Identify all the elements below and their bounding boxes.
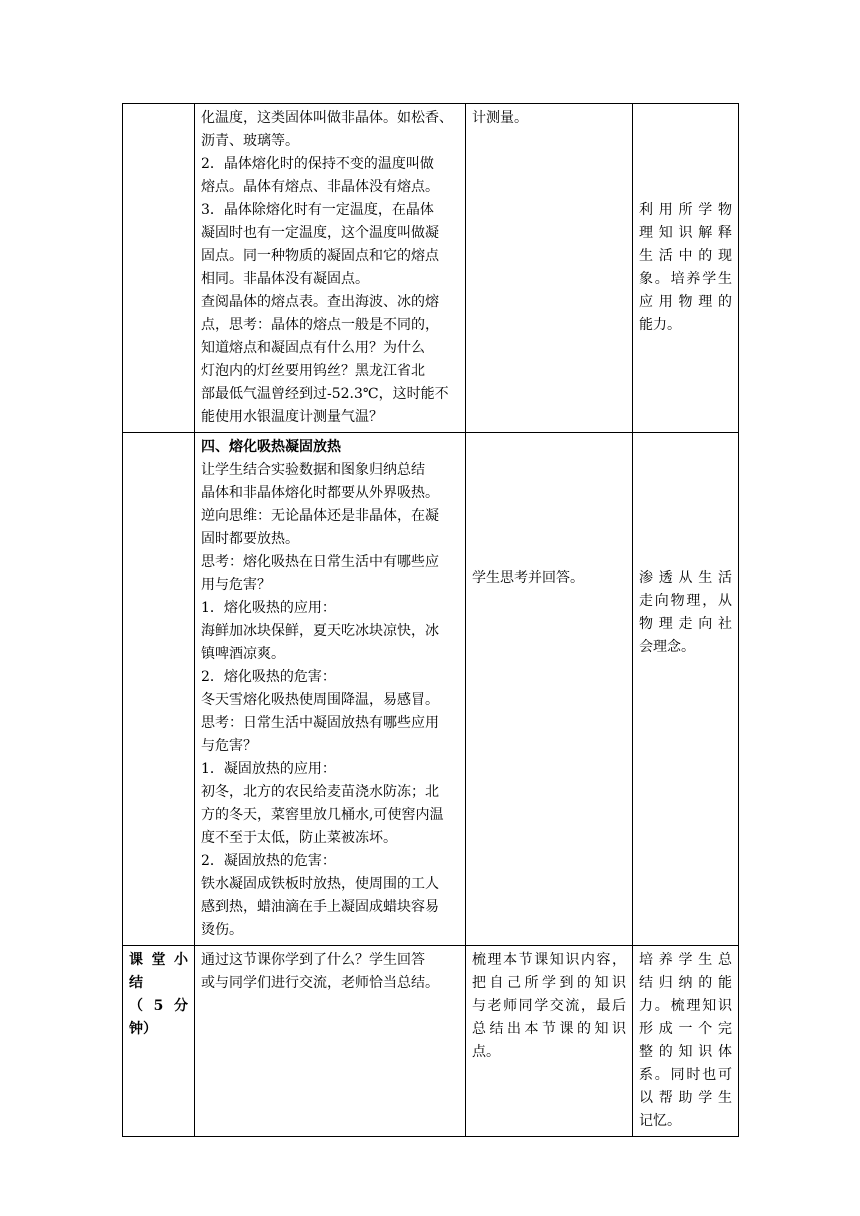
text-line: 镇啤酒凉爽。 — [201, 646, 285, 662]
text-line: 走向物理，从 — [639, 593, 732, 609]
text-line: 结 — [129, 975, 143, 991]
text-line: 计测量。 — [472, 110, 528, 126]
text-line: 冬天雪熔化吸热使周围降温，易感冒。 — [201, 692, 439, 708]
text-line: 查阅晶体的熔点表。查出海波、冰的熔 — [201, 294, 439, 310]
design-purpose-cell — [633, 104, 739, 433]
text-line: 固时都要放热。 — [201, 531, 299, 547]
text-line: 记忆。 — [639, 1113, 681, 1129]
text-line: 感到热，蜡油滴在手上凝固成蜡块容易 — [201, 899, 439, 915]
text-line: 让学生结合实验数据和图象归纳总结 — [201, 462, 425, 478]
text-line: 系。同时也可 — [639, 1067, 732, 1083]
text-line: 海鲜加冰块保鲜，夏天吃冰块凉快，冰 — [201, 623, 439, 639]
text-line: 2．凝固放热的危害： — [201, 853, 336, 869]
text-line: 通过这节课你学到了什么？学生回答 — [201, 952, 425, 968]
text-line: 力。梳理知识 — [639, 998, 732, 1014]
text-line: 化温度，这类固体叫做非晶体。如松香、 — [201, 110, 453, 126]
text-line: 会理念。 — [639, 639, 695, 655]
text-line: 钟） — [129, 1021, 157, 1037]
text-line: 点，思考：晶体的熔点一般是不同的， — [201, 317, 439, 333]
design-purpose-cell — [633, 946, 739, 1137]
text-line: 方的冬天，菜窖里放几桶水,可使窖内温 — [201, 807, 444, 823]
text-line: 灯泡内的灯丝要用钨丝？黑龙江省北 — [201, 363, 425, 379]
lesson-plan-table — [122, 103, 739, 1137]
text-line: 2．晶体熔化时的保持不变的温度叫做 — [201, 156, 434, 172]
table-row-summary — [123, 946, 739, 1137]
text-line: 与老师同学交流，最后 — [472, 998, 626, 1014]
text-line: 部最低气温曾经到过-52.3℃，这时能不 — [201, 386, 449, 402]
text-line: 利用所学物 — [639, 202, 732, 218]
stage-cell-empty — [123, 104, 195, 433]
text-line: 烫伤。 — [201, 922, 243, 938]
text-line: 能力。 — [639, 317, 681, 333]
text-line: 沥青、玻璃等。 — [201, 133, 299, 149]
text-line: 象。培养学生 — [639, 271, 732, 287]
text-line: 整的知识体 — [639, 1044, 732, 1060]
text-line: 用与危害？ — [201, 577, 271, 593]
text-line: 应用物理的 — [639, 294, 732, 310]
stage-label-cell — [123, 946, 195, 1137]
text-line: 总结出本节课的知识 — [472, 1021, 626, 1037]
teacher-activity-cell — [195, 433, 466, 946]
text-line: 渗透从生活 — [639, 570, 732, 586]
text-line: 与危害？ — [201, 738, 257, 754]
text-line: 相同。非晶体没有凝固点。 — [201, 271, 369, 287]
text-line: 初冬，北方的农民给麦苗浇水防冻；北 — [201, 784, 439, 800]
section-heading: 四、熔化吸热凝固放热 — [201, 439, 341, 455]
student-activity-cell — [466, 104, 633, 433]
text-line: 或与同学们进行交流，老师恰当总结。 — [201, 975, 439, 991]
text-line: 凝固时也有一定温度，这个温度叫做凝 — [201, 225, 439, 241]
text-line: 熔点。晶体有熔点、非晶体没有熔点。 — [201, 179, 439, 195]
text-line: 固点。同一种物质的凝固点和它的熔点 — [201, 248, 439, 264]
text-line: 晶体和非晶体熔化时都要从外界吸热。 — [201, 485, 439, 501]
text-line: 结归纳的能 — [639, 975, 732, 991]
student-activity-cell — [466, 433, 633, 946]
text-line: 课堂小 — [129, 952, 188, 968]
text-line: 逆向思维：无论晶体还是非晶体，在凝 — [201, 508, 439, 524]
text-line: 2．熔化吸热的危害： — [201, 669, 336, 685]
stage-cell-empty — [123, 433, 195, 946]
design-purpose-cell — [633, 433, 739, 946]
text-line: 1．熔化吸热的应用： — [201, 600, 336, 616]
text-line: 思考：日常生活中凝固放热有哪些应用 — [201, 715, 439, 731]
text-line: 物理走向社 — [639, 616, 732, 632]
student-activity-cell — [466, 946, 633, 1137]
text-line: 梳理本节课知识内容， — [472, 952, 626, 968]
text-line: 铁水凝固成铁板时放热，使周围的工人 — [201, 876, 439, 892]
table-row-melting — [123, 433, 739, 946]
text-line: 1．凝固放热的应用： — [201, 761, 336, 777]
table-row-continuation — [123, 104, 739, 433]
text-line: 度不至于太低，防止菜被冻坏。 — [201, 830, 397, 846]
teacher-activity-cell — [195, 946, 466, 1137]
text-line: 理知识解释 — [639, 225, 732, 241]
text-line: 点。 — [472, 1044, 500, 1060]
text-line: 学生思考并回答。 — [472, 570, 584, 586]
text-line: （5分 — [129, 998, 188, 1014]
text-line: 能使用水银温度计测量气温？ — [201, 409, 383, 425]
text-line: 思考：熔化吸热在日常生活中有哪些应 — [201, 554, 439, 570]
text-line: 培养学生总 — [639, 952, 732, 968]
text-line: 以帮助学生 — [639, 1090, 732, 1106]
text-line: 3．晶体除熔化时有一定温度，在晶体 — [201, 202, 434, 218]
text-line: 生活中的现 — [639, 248, 732, 264]
text-line: 把自己所学到的知识 — [472, 975, 626, 991]
teacher-activity-cell — [195, 104, 466, 433]
text-line: 形成一个完 — [639, 1021, 732, 1037]
text-line: 知道熔点和凝固点有什么用？为什么 — [201, 340, 425, 356]
